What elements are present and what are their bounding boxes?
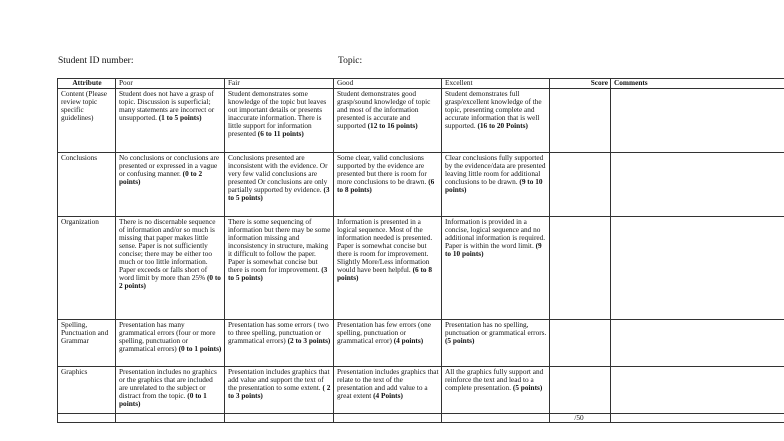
- comments-cell[interactable]: [611, 89, 784, 153]
- attribute-cell: Spelling, Punctuation and Grammar: [58, 320, 116, 367]
- total-score-cell[interactable]: /50: [550, 414, 611, 423]
- col-header-excellent: Excellent: [442, 79, 550, 89]
- attribute-cell: Graphics: [58, 367, 116, 414]
- total-empty-cell: [225, 414, 334, 423]
- col-header-comments: Comments: [611, 79, 784, 89]
- col-header-good: Good: [334, 79, 442, 89]
- poor-cell: There is no discernable sequence of information and/or so much is missing that paper makes little sense. Paper is not sufficiently concise; there may be either too much or too little information. Paper exceeds or falls short of word limit by more than 25% (0 to 2 points): [116, 217, 225, 320]
- table-row: [58, 367, 784, 414]
- excellent-cell: Clear conclusions fully supported by the evidence/data are presented leaving little room for additional conclusions to be drawn. (9 to 10 points): [442, 153, 550, 217]
- form-header: [58, 56, 758, 70]
- total-comments-cell[interactable]: [611, 414, 784, 423]
- topic-label: Topic:: [338, 56, 363, 66]
- student-id-label: Student ID number:: [58, 56, 134, 66]
- poor-cell: Presentation has many grammatical errors (four or more spelling, punctuation or grammatical errors) (0 to 1 points): [116, 320, 225, 367]
- rubric-table: [57, 78, 784, 423]
- fair-cell: Presentation has some errors ( two to three spelling, punctuation or grammatical errors) (2 to 3 points): [225, 320, 334, 367]
- score-cell[interactable]: [550, 217, 611, 320]
- excellent-cell: All the graphics fully support and reinforce the text and lead to a complete presentation. (5 points): [442, 367, 550, 414]
- col-header-poor: Poor: [116, 79, 225, 89]
- table-row: [58, 320, 784, 367]
- poor-cell: No conclusions or conclusions are presented or expressed in a vague or confusing manner. (0 to 2 points): [116, 153, 225, 217]
- comments-cell[interactable]: [611, 320, 784, 367]
- total-row: [58, 414, 784, 423]
- fair-cell: Conclusions presented are inconsistent with the evidence. Or very few valid conclusions are presented Or conclusions are only partially supported by evidence. (3 to 5 points): [225, 153, 334, 217]
- comments-cell[interactable]: [611, 153, 784, 217]
- good-cell: Information is presented in a logical sequence. Most of the information needed is presented. Paper is somewhat concise but there is room for improvement. Slightly More/Less information would have been helpful. (6 to 8 points): [334, 217, 442, 320]
- score-cell[interactable]: [550, 89, 611, 153]
- total-empty-cell: [442, 414, 550, 423]
- comments-cell[interactable]: [611, 367, 784, 414]
- good-cell: Some clear, valid conclusions supported by the evidence are presented but there is room for more conclusions to be drawn. (6 to 8 points): [334, 153, 442, 217]
- fair-cell: Presentation includes graphics that add value and support the text of the presentation to some extent. ( 2 to 3 points): [225, 367, 334, 414]
- table-row: [58, 217, 784, 320]
- excellent-cell: Student demonstrates full grasp/excellent knowledge of the topic, presenting complete and accurate information that is well supported. (16 to 20 Points): [442, 89, 550, 153]
- col-header-attribute: Attribute: [58, 79, 116, 89]
- score-cell[interactable]: [550, 320, 611, 367]
- total-empty-cell: [116, 414, 225, 423]
- excellent-cell: Information is provided in a concise, logical sequence and no additional information is required. Paper is within the word limit. (9 to 10 points): [442, 217, 550, 320]
- good-cell: Student demonstrates good grasp/sound knowledge of topic and most of the information presented is accurate and supported (12 to 16 points): [334, 89, 442, 153]
- table-row: [58, 153, 784, 217]
- attribute-cell: Organization: [58, 217, 116, 320]
- poor-cell: Student does not have a grasp of topic. Discussion is superficial; many statements are incorrect or unsupported. (1 to 5 points): [116, 89, 225, 153]
- header-row: [58, 79, 784, 89]
- fair-cell: There is some sequencing of information but there may be some information missing and inconsistency in structure, making it difficult to follow the paper. Paper is somewhat concise but there is room for improvement. (3 to 5 points): [225, 217, 334, 320]
- good-cell: Presentation includes graphics that relate to the text of the presentation and add value to a great extent (4 Points): [334, 367, 442, 414]
- col-header-fair: Fair: [225, 79, 334, 89]
- col-header-score: Score: [550, 79, 611, 89]
- excellent-cell: Presentation has no spelling, punctuation or grammatical errors. (5 points): [442, 320, 550, 367]
- comments-cell[interactable]: [611, 217, 784, 320]
- good-cell: Presentation has few errors (one spelling, punctuation or grammatical error) (4 points): [334, 320, 442, 367]
- total-empty-cell: [58, 414, 116, 423]
- attribute-cell: Conclusions: [58, 153, 116, 217]
- attribute-cell: Content (Please review topic specific guidelines): [58, 89, 116, 153]
- fair-cell: Student demonstrates some knowledge of the topic but leaves out important details or presents inaccurate information. There is little support for information presented (6 to 11 points): [225, 89, 334, 153]
- score-cell[interactable]: [550, 367, 611, 414]
- poor-cell: Presentation includes no graphics or the graphics that are included are unrelated to the subject or distract from the topic. (0 to 1 points): [116, 367, 225, 414]
- total-empty-cell: [334, 414, 442, 423]
- table-row: [58, 89, 784, 153]
- score-cell[interactable]: [550, 153, 611, 217]
